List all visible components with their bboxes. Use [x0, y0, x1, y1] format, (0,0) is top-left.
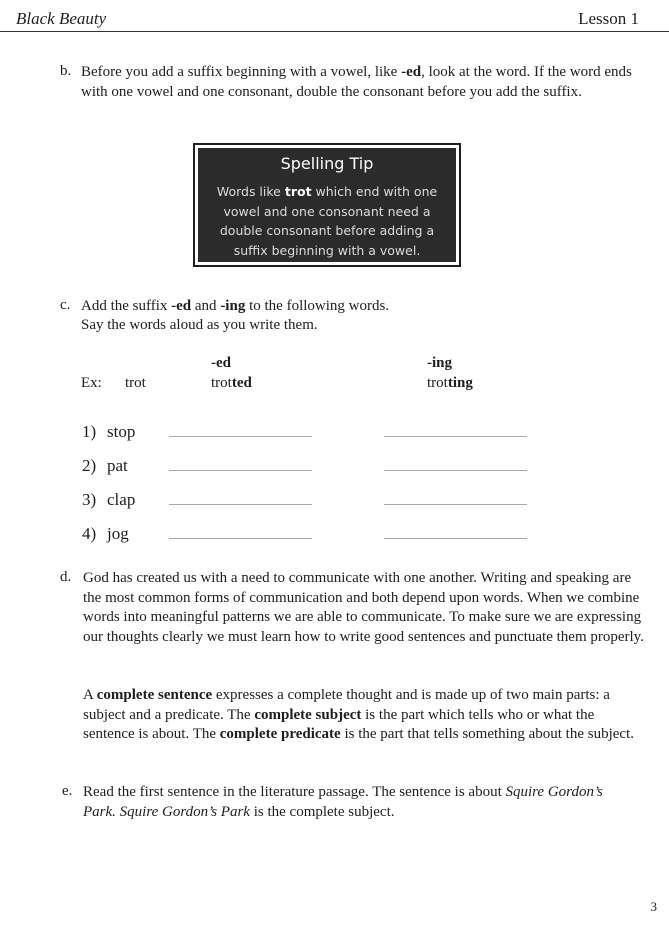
header-divider	[0, 31, 669, 32]
spelling-tip-body	[198, 178, 456, 260]
spelling-tip-word: trot	[284, 184, 312, 199]
example-ed-base: trot	[211, 375, 232, 391]
exercise-3-number: 3)	[82, 490, 97, 509]
section-e-italic-1: Squire Gordon’s Park.	[83, 784, 603, 820]
spelling-tip-panel	[198, 148, 456, 262]
spelling-tip-title: Spelling Tip	[280, 154, 374, 173]
example-word: trot	[125, 375, 146, 391]
exercise-1-ed-blank[interactable]	[169, 436, 312, 437]
section-e-italic-2: Squire Gordon’s Park	[119, 803, 250, 820]
exercise-3-ed-blank[interactable]	[169, 504, 312, 505]
section-c-ing: -ing	[220, 298, 246, 314]
example-ing-base: trot	[427, 375, 448, 391]
page-number: 3	[650, 899, 657, 914]
section-b-letter: b.	[60, 63, 72, 79]
section-c-text-3: to the following words.	[245, 298, 390, 314]
section-d-p2-text-3: is the part which tells who or what the sentence is about. The	[83, 706, 595, 742]
exercise-3-ing-blank[interactable]	[384, 504, 527, 505]
section-c-text-1: Add the suffix	[81, 298, 172, 314]
exercise-1-word: stop	[107, 422, 136, 441]
section-d-p2-text-1: A	[83, 687, 97, 703]
term-complete-subject: complete subject	[254, 706, 362, 723]
example-label: Ex:	[81, 375, 102, 391]
section-c-ed: -ed	[171, 298, 192, 314]
section-e-text-3: is the complete subject.	[249, 803, 395, 820]
section-c-instruction-2: Say the words aloud as you write them.	[81, 317, 318, 333]
section-e-letter: e.	[62, 783, 73, 799]
exercise-2-ed-blank[interactable]	[169, 470, 312, 471]
section-e-text-1: Read the first sentence in the literature passage. The sentence is about	[83, 784, 506, 800]
section-c-instruction-1	[81, 297, 641, 317]
book-title: Black Beauty	[16, 9, 107, 28]
term-complete-predicate: complete predicate	[219, 726, 341, 742]
exercise-2-number: 2)	[82, 456, 97, 475]
spelling-tip-box	[193, 143, 461, 267]
example-ing-suffix: ting	[447, 375, 473, 391]
exercise-4-ed-blank[interactable]	[169, 538, 312, 539]
term-complete-sentence: complete sentence	[96, 687, 213, 703]
exercise-1-number: 1)	[82, 422, 97, 441]
exercise-4-number: 4)	[82, 524, 97, 543]
lesson-label: Lesson 1	[578, 9, 639, 28]
section-d-paragraph-1: God has created us with a need to communicate with one another. Writing and speaking are the most common forms of communication and both depend upon words. When we combine words into meaningful patterns we are able to communicate. To make sure we are expressing our thoughts clearly we must learn how to write good sentences and punctuate them properly.	[83, 570, 644, 645]
section-b-suffix: -ed	[401, 64, 422, 80]
exercise-2-ing-blank[interactable]	[384, 470, 527, 471]
section-b-text-2: , look at the word. If the word ends with one vowel and one consonant, double the consonant before you add the suffix.	[81, 64, 632, 100]
exercise-4-word: jog	[107, 524, 129, 543]
section-d-paragraph-2	[83, 686, 645, 745]
exercise-3-word: clap	[107, 490, 136, 509]
spelling-tip-text-1: Words like	[216, 184, 285, 199]
section-c-text-2: and	[191, 298, 221, 314]
section-d-p2-text-4: is the part that tells something about the subject.	[340, 726, 634, 742]
exercise-1-ing-blank[interactable]	[384, 436, 527, 437]
column-header-ing: -ing	[427, 355, 453, 371]
example-ed-answer	[211, 375, 252, 392]
section-b-text-1: Before you add a suffix beginning with a vowel, like	[81, 64, 402, 80]
spelling-tip-text-2: which end with one vowel and one consonant need a double consonant before adding a suffix beginning with a vowel.	[219, 184, 438, 258]
section-d-letter: d.	[60, 569, 72, 585]
section-e-text	[83, 783, 623, 822]
section-c-letter: c.	[60, 297, 71, 313]
section-b-text	[81, 63, 651, 102]
exercise-4-ing-blank[interactable]	[384, 538, 527, 539]
section-d-p2-text-2: expresses a complete thought and is made up of two main parts: a subject and a predicate. The	[83, 687, 610, 723]
example-ed-suffix: ted	[231, 375, 252, 391]
column-header-ed: -ed	[211, 355, 231, 371]
exercise-2-word: pat	[107, 456, 128, 475]
example-ing-answer	[427, 375, 473, 392]
